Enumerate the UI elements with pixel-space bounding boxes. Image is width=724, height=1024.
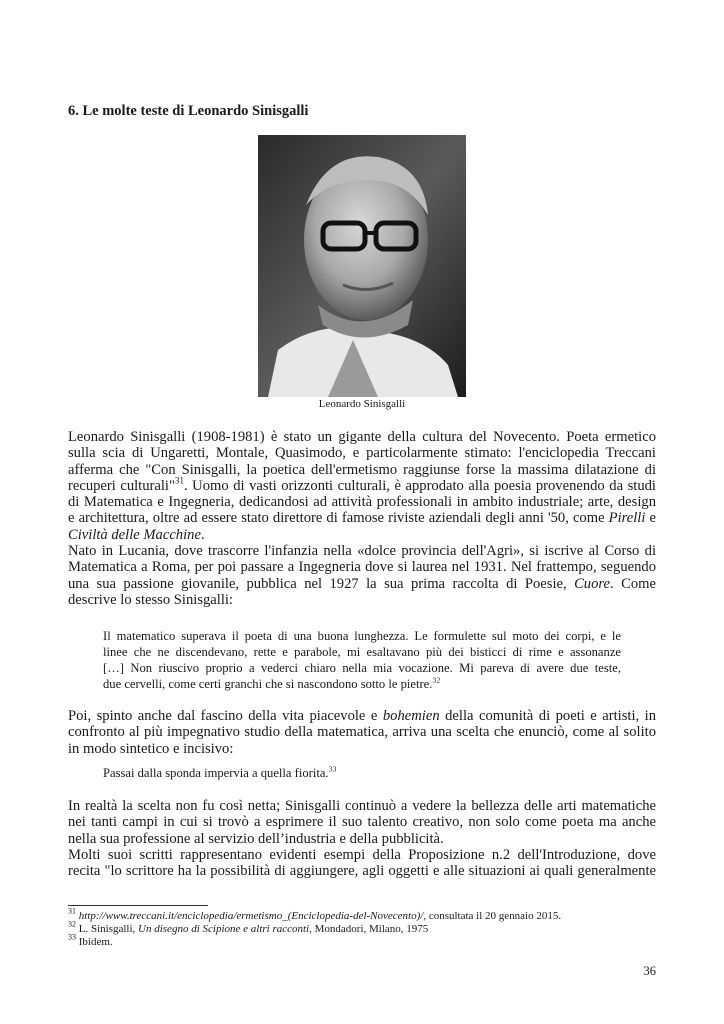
footnote-ref: 33: [68, 932, 76, 942]
text-run: Matematica a Roma, per poi passare a Ingegneria dove si laurea nel 1931. Nel frattempo, seguendo: [68, 559, 656, 576]
text-run: . Uomo di vasti orizzonti culturali, è approdato alla poesia provenendo da studi: [183, 477, 656, 494]
portrait-photo: [258, 135, 466, 397]
paragraph: [68, 798, 656, 879]
text-run: confronto al più impegnativo studio della matematica, arriva una scelta che enunciò, come al solito: [68, 724, 656, 741]
text-line: [68, 576, 656, 592]
text-run: , consultata il 20 gennaio 2015.: [423, 910, 562, 922]
italic-text: http://www.treccani.it/enciclopedia/ermetismo_(Enciclopedia-del-Novecento)/: [78, 910, 424, 922]
text-run: afferma che "Con Sinisgalli, la poetica dell'ermetismo raggiunse forse la massima dilatazione di: [68, 461, 656, 478]
paragraph: [68, 429, 656, 608]
text-run: Nato in Lucania, dove trascorre l'infanzia nella «dolce provincia dell'Agri», si iscrive al Corso di: [68, 543, 656, 560]
text-run: . Come: [610, 575, 656, 592]
text-run: di Matematica e Ingegneria, dedicandosi ad attività professionali in ambito industriale; arte, design: [68, 494, 656, 511]
footnote-divider: [68, 905, 208, 906]
footnote-ref: 32: [68, 919, 76, 929]
italic-text: bohemien: [382, 708, 440, 724]
text-line: [68, 429, 656, 445]
text-run: recita "lo scrittore ha la possibilità di aggiungere, agli oggetti e alle situazioni ai quali generalmente: [68, 863, 656, 880]
text-line: [68, 708, 656, 724]
text-line: [68, 741, 656, 757]
text-run: nei tanti campi in cui si trovò a esprimere il suo talento creativo, non solo come poeta ma anche: [68, 814, 656, 831]
text-run: , Mondadori, Milano, 1975: [309, 923, 429, 935]
footnote: [68, 932, 561, 949]
footnote-ref: 33: [328, 764, 337, 774]
text-run: Poi, spinto anche dal fascino della vita piacevole e: [68, 708, 383, 724]
paragraph: [68, 708, 656, 757]
text-run: Molti suoi scritti rappresentano evidenti esempi della Proposizione n.2 dell'Introduzione, dove: [68, 846, 656, 863]
text-run: una sua passione giovanile, pubblica nel 1927 la sua prima raccolta di Poesie,: [68, 575, 575, 592]
text-line: [103, 660, 621, 676]
text-line: [103, 676, 621, 692]
footnote-ref: 31: [174, 475, 184, 486]
footnote: [68, 906, 562, 923]
text-line: [68, 814, 656, 830]
text-line: [68, 863, 656, 879]
text-line: [68, 592, 656, 608]
text-line: [68, 510, 656, 526]
text-line: [103, 765, 621, 781]
italic-text: Pirelli: [608, 510, 646, 527]
text-line: [68, 494, 656, 510]
text-run: […] Non riuscivo proprio a vederci chiaro nella mia vocazione. Mi pareva di avere due teste,: [103, 661, 621, 675]
text-run: Passai dalla sponda impervia a quella fiorita.: [103, 766, 329, 780]
text-line: [68, 798, 656, 814]
page-number: 36: [643, 964, 656, 978]
text-line: [68, 831, 656, 847]
text-run: Il matematico superava il poeta di una buona lunghezza. Le formulette sul moto dei corpi, e le: [103, 629, 621, 643]
text-line: [103, 628, 621, 644]
italic-text: Cuore: [574, 575, 611, 592]
text-run: nella sua professione al servizio dell’industria e della pubblicità.: [68, 830, 444, 847]
photo-caption: Leonardo Sinisgalli: [318, 398, 406, 410]
text-run: e architettura, oltre ad essere stato direttore di famose riviste aziendali degli anni '50, come: [68, 510, 609, 527]
text-line: [68, 724, 656, 740]
text-run: sulla scia di Ungaretti, Montale, Quasimodo, e particolarmente stimato: l'enciclopedia Treccani: [68, 445, 656, 462]
text-line: [68, 527, 656, 543]
footnote: [68, 919, 561, 936]
text-line: [68, 543, 656, 559]
block-quote: [103, 628, 621, 692]
text-run: .: [200, 526, 205, 543]
text-run: In realtà la scelta non fu così netta; Sinisgalli continuò a vedere la bellezza delle arti matematiche: [68, 798, 656, 814]
text-run: recuperi culturali": [68, 477, 175, 494]
text-line: [68, 445, 656, 461]
text-run: Ibidem.: [76, 936, 113, 948]
text-run: Leonardo Sinisgalli (1908-1981) è stato un gigante della cultura del Novecento. Poeta ermetico: [68, 429, 656, 445]
text-run: descrive lo stesso Sinisgalli:: [68, 591, 233, 608]
text-line: [68, 559, 656, 575]
italic-text: Civiltà delle Macchine: [68, 526, 201, 543]
block-quote: [103, 765, 621, 781]
text-line: [103, 644, 621, 660]
footnotes: [68, 906, 562, 949]
footnote-ref: 31: [68, 906, 76, 916]
section-heading: 6. Le molte teste di Leonardo Sinisgalli: [68, 103, 309, 119]
text-line: [68, 475, 656, 494]
text-run: e: [645, 510, 656, 527]
text-run: due cervelli, come certi granchi che si nascondono sotto le pietre.: [103, 677, 433, 691]
italic-text: Un disegno di Scipione e altri racconti: [138, 923, 310, 935]
text-line: [68, 462, 656, 478]
footnote-ref: 32: [432, 675, 441, 685]
text-run: L. Sinisgalli,: [76, 923, 139, 935]
text-run: linee che ne discendevano, rette e parabole, mi esaltavano più dei bisticci di rime e assonanze: [103, 645, 621, 659]
text-line: [68, 847, 656, 863]
portrait-image: [258, 135, 466, 397]
text-run: in modo sintetico e incisivo:: [68, 740, 234, 757]
text-run: della comunità di poeti e artisti, in: [439, 708, 656, 724]
